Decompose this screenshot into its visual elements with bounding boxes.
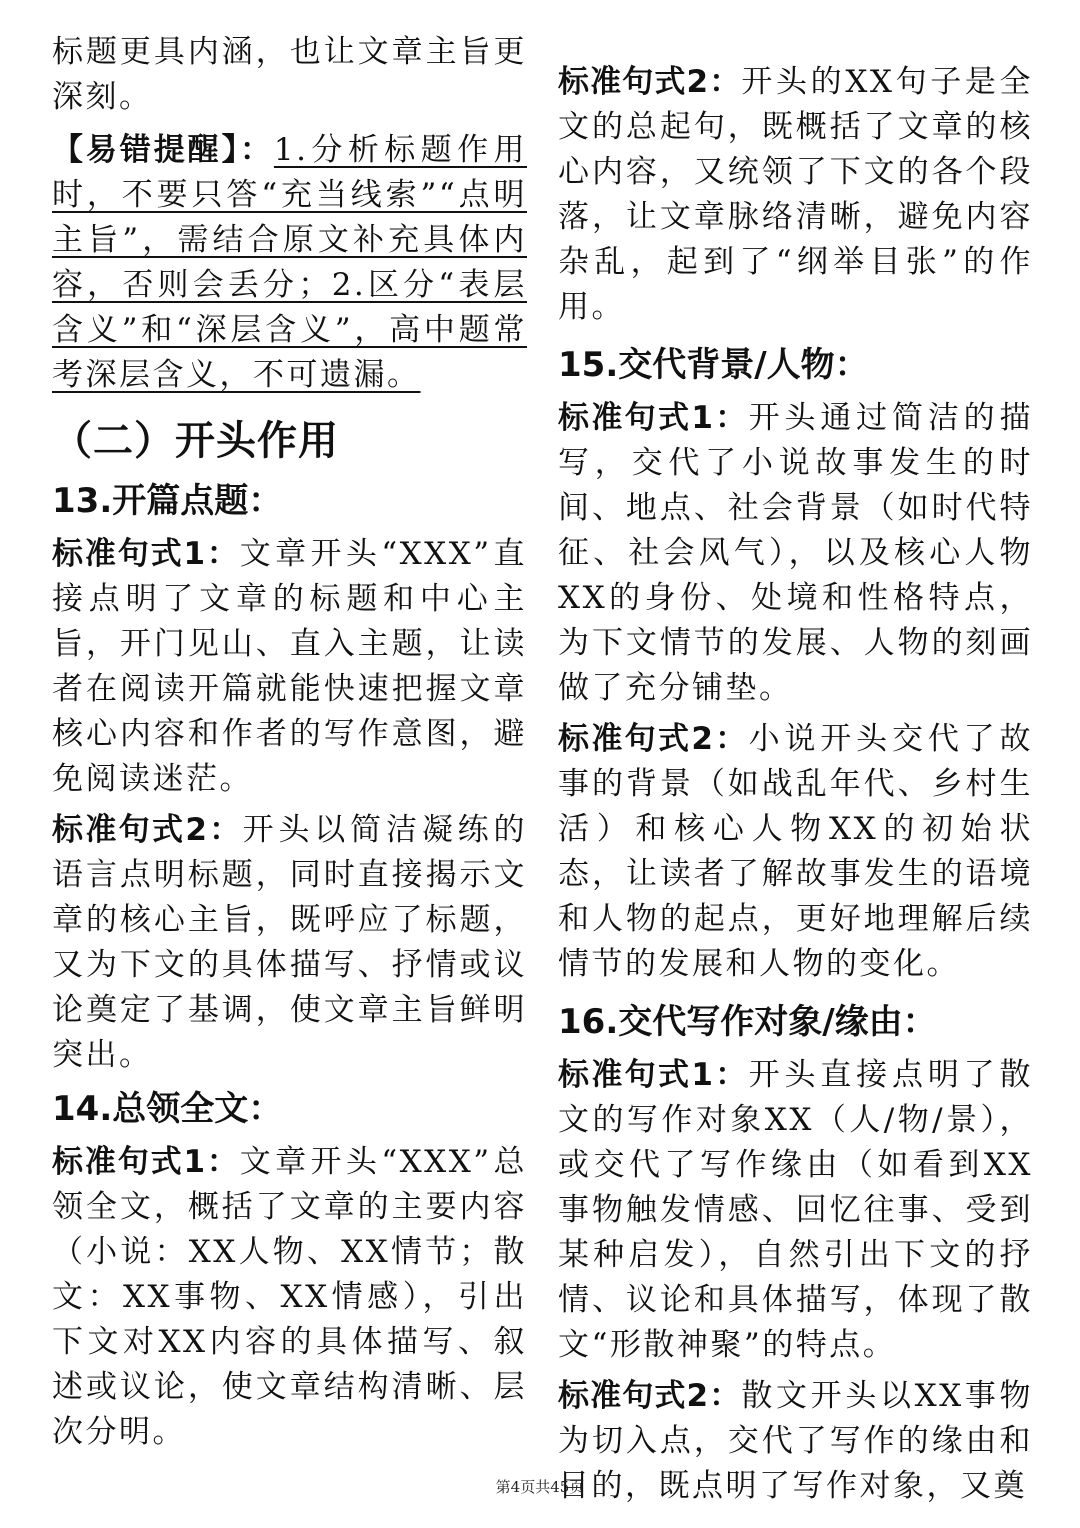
item-14-format-2 xyxy=(558,60,1033,330)
right-column xyxy=(558,60,1033,1515)
warning-note xyxy=(52,128,527,398)
format-text: 小说开头交代了故事的背景（如战乱年代、乡村生活）和核心人物XX的初始状态，让读者了解故事发生的语境和人物的起点，更好地理解后续情节的发展和人物的变化。 xyxy=(558,721,1034,982)
section-heading: （二）开头作用 xyxy=(52,418,339,464)
format-text: 开头的XX句子是全文的总起句，既概括了文章的核心内容，又统领了下文的各个段落，让文章脉络清晰，避免内容杂乱，起到了“纲举目张”的作用。 xyxy=(558,64,1034,325)
warning-label: 【易错提醒】： xyxy=(52,132,274,168)
item-13-title: 13.开篇点题： xyxy=(52,481,283,521)
format-label: 标准句式1： xyxy=(52,536,240,572)
format-text: 文章开头“XXX”总领全文，概括了文章的主要内容（小说：XX人物、XX情节；散文：XX事物、XX情感），引出下文对XX内容的具体描写、叙述或议论，使文章结构清晰、层次分明。 xyxy=(52,1144,527,1450)
format-label: 标准句式2： xyxy=(558,1378,742,1414)
format-text: 开头直接点明了散文的写作对象XX（人/物/景），或交代了写作缘由（如看到XX事物触发情感、回忆往事、受到某种启发），自然引出下文的抒情、议论和具体描写，体现了散文“形散神聚”的特点。 xyxy=(558,1057,1034,1363)
item-15-title: 15.交代背景/人物： xyxy=(558,345,869,385)
format-text: 开头以简洁凝练的语言点明标题，同时直接揭示文章的核心主旨，既呼应了标题，又为下文的具体描写、抒情或议论奠定了基调，使文章主旨鲜明突出。 xyxy=(52,812,528,1073)
item-13-format-1 xyxy=(52,532,527,802)
format-label: 标准句式2： xyxy=(558,64,742,100)
item-16-title: 16.交代写作对象/缘由： xyxy=(558,1002,937,1042)
format-text: 文章开头“XXX”直接点明了文章的标题和中心主旨，开门见山、直入主题，让读者在阅读开篇就能快速把握文章核心内容和作者的写作意图，避免阅读迷茫。 xyxy=(52,536,527,797)
page-footer: 第4页共45页 xyxy=(495,1478,585,1496)
format-text: 开头通过简洁的描写，交代了小说故事发生的时间、地点、社会背景（如时代特征、社会风气），以及核心人物XX的身份、处境和性格特点，为下文情节的发展、人物的刻画做了充分铺垫。 xyxy=(558,400,1034,706)
format-text: 散文开头以XX事物为切入点，交代了写作的缘由和目的，既点明了写作对象，又奠 xyxy=(558,1378,1034,1504)
intro-continuation: 标题更具内涵，也让文章主旨更深刻。 xyxy=(52,34,527,115)
left-column xyxy=(52,30,527,1461)
warning-text: 1.分析标题作用时，不要只答“充当线索”“点明主旨”，需结合原文补充具体内容，否则会丢分；2.区分“表层含义”和“深层含义”，高中题常考深层含义，不可遗漏。 xyxy=(52,132,528,393)
item-16-format-1 xyxy=(558,1053,1033,1368)
format-label: 标准句式1： xyxy=(52,1144,240,1180)
item-15-format-2 xyxy=(558,717,1033,987)
item-14-title: 14.总领全文： xyxy=(52,1089,283,1129)
item-15-format-1 xyxy=(558,396,1033,711)
item-13-format-2 xyxy=(52,808,527,1078)
format-label: 标准句式2： xyxy=(52,812,243,848)
format-label: 标准句式1： xyxy=(558,400,749,436)
format-label: 标准句式1： xyxy=(558,1057,749,1093)
item-14-format-1 xyxy=(52,1140,527,1455)
format-label: 标准句式2： xyxy=(558,721,749,757)
